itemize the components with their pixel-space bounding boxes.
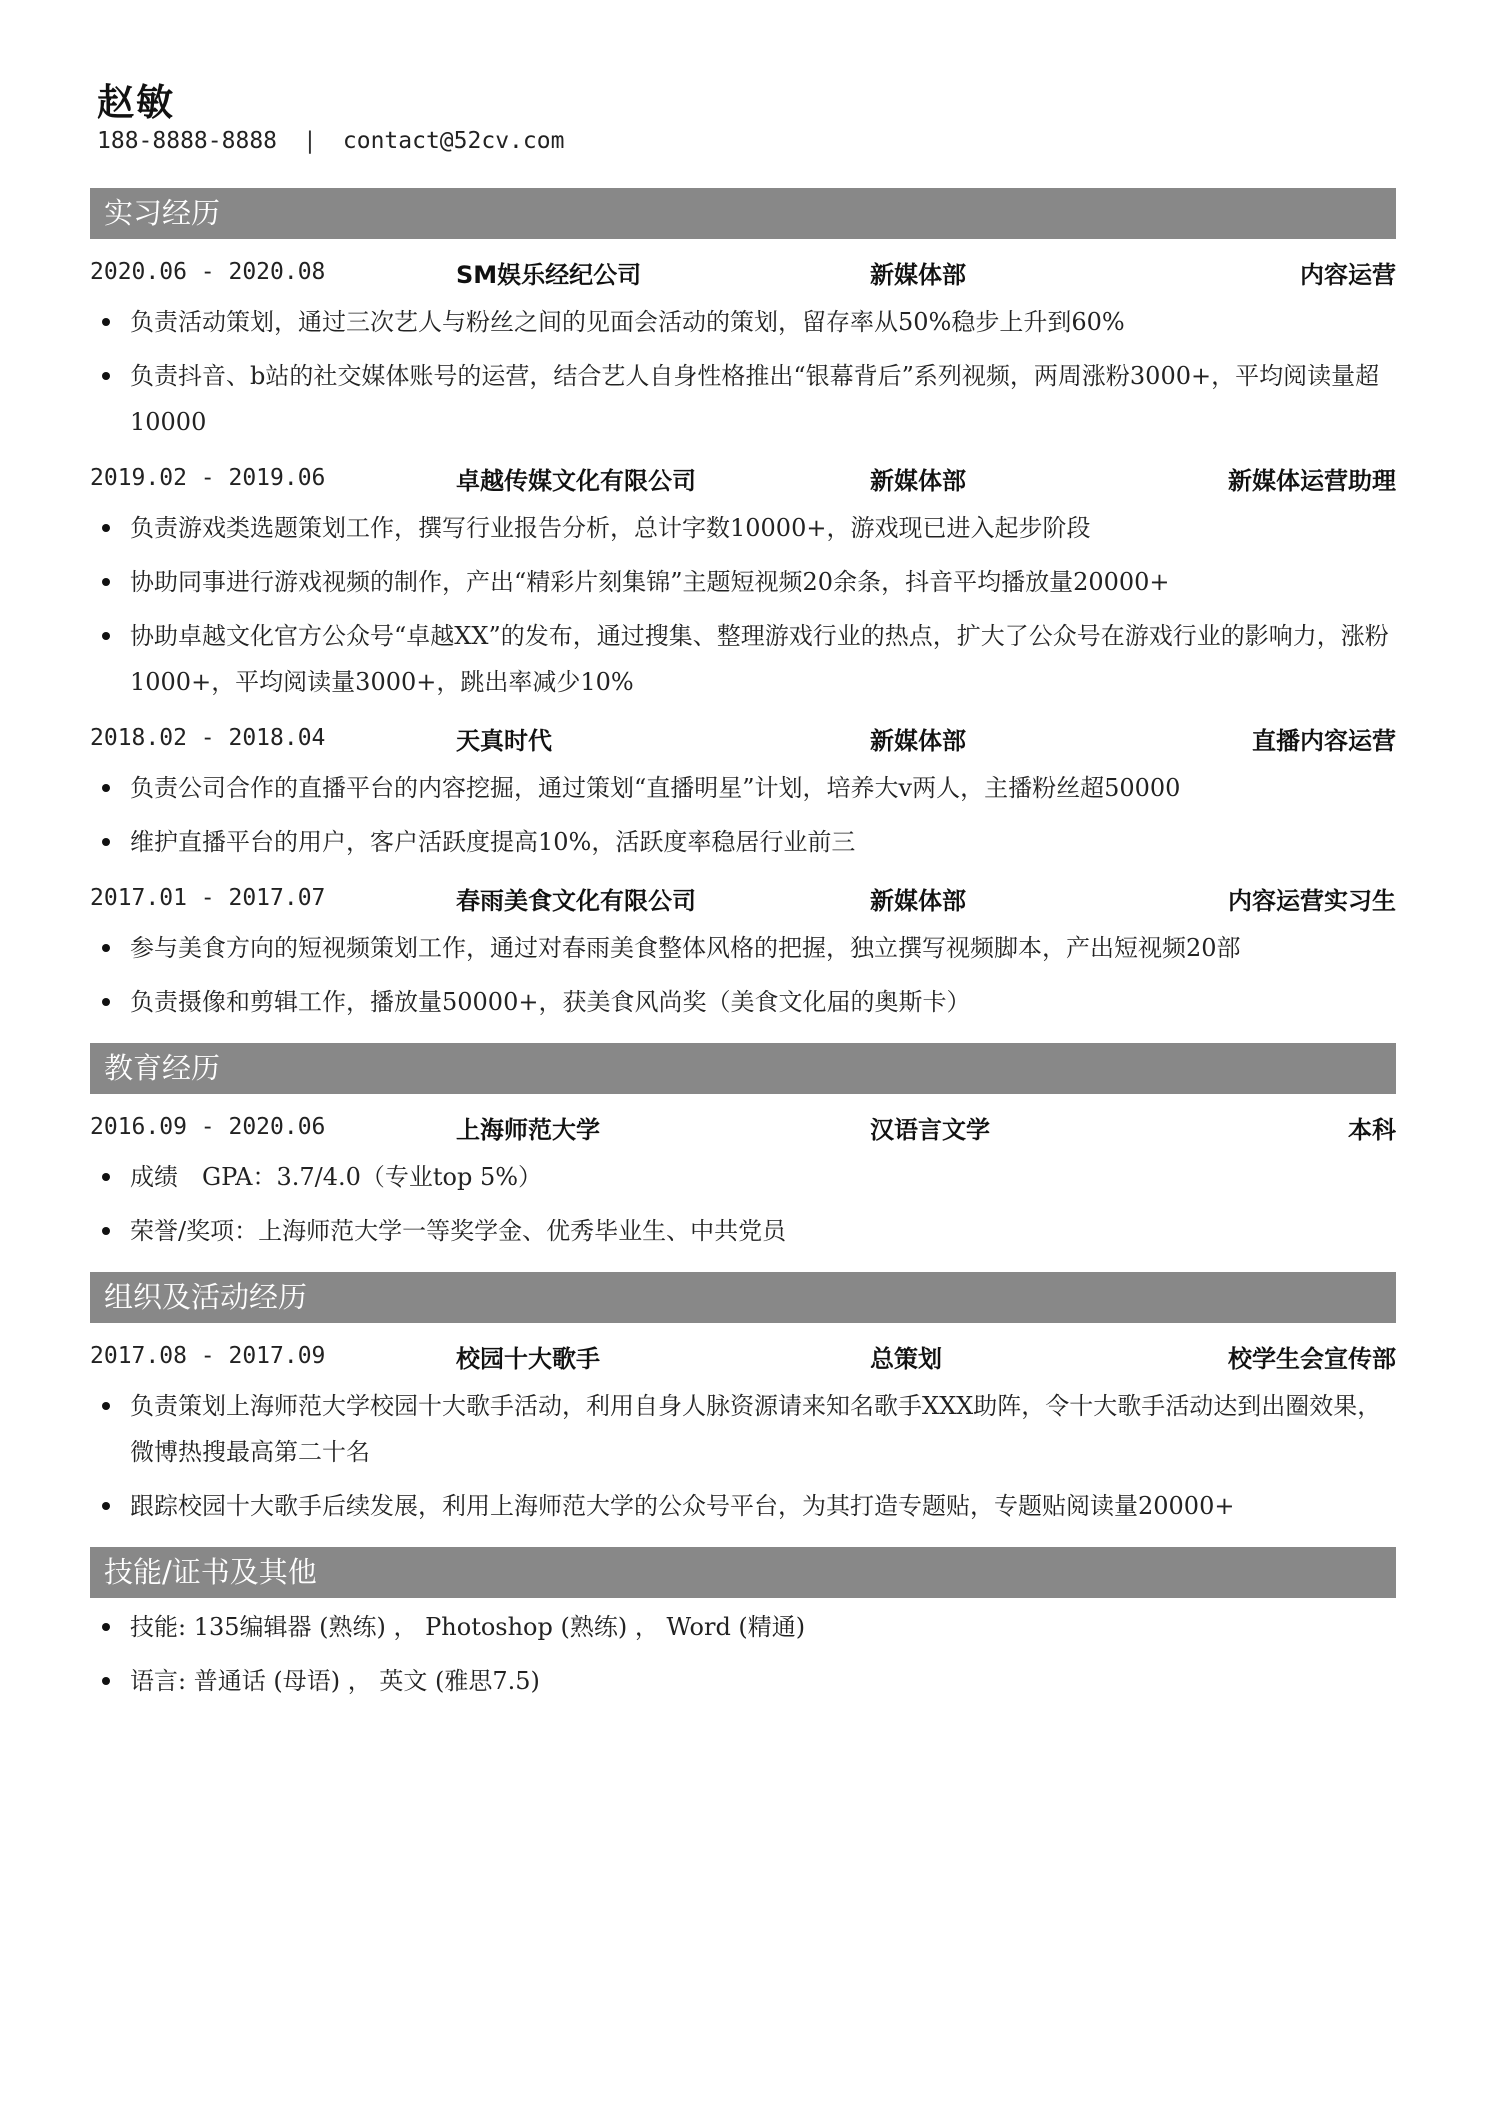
entry-department: 新媒体部 xyxy=(870,466,966,495)
entry-bullets xyxy=(90,925,1396,1025)
entry-role: 内容运营 xyxy=(1300,260,1396,289)
bullet-item: 荣誉/奖项：上海师范大学一等奖学金、优秀毕业生、中共党员 xyxy=(90,1208,1396,1254)
candidate-name: 赵敏 xyxy=(97,81,175,124)
entry-role: 内容运营实习生 xyxy=(1228,886,1396,915)
entry-department: 新媒体部 xyxy=(870,260,966,289)
entry-header xyxy=(90,1106,1396,1148)
entry-activity: 校园十大歌手 xyxy=(456,1344,600,1373)
entry-date: 2017.01 - 2017.07 xyxy=(90,885,326,911)
entry-date: 2020.06 - 2020.08 xyxy=(90,259,326,285)
bullet-item: 技能: 135编辑器 (熟练) ， Photoshop (熟练) ， Word (精通) xyxy=(90,1604,1396,1650)
phone-number: 188-8888-8888 xyxy=(97,128,278,154)
entry-position: 总策划 xyxy=(870,1344,942,1373)
activity-entry xyxy=(90,1335,1396,1529)
entry-header xyxy=(90,457,1396,499)
entry-school: 上海师范大学 xyxy=(456,1115,600,1144)
entry-header xyxy=(90,717,1396,759)
bullet-item: 协助同事进行游戏视频的制作，产出“精彩片刻集锦”主题短视频20余条，抖音平均播放量20000+ xyxy=(90,559,1396,605)
entry-header xyxy=(90,1335,1396,1377)
entry-role: 直播内容运营 xyxy=(1252,726,1396,755)
contact-line xyxy=(97,128,564,154)
bullet-item: 跟踪校园十大歌手后续发展，利用上海师范大学的公众号平台，为其打造专题贴，专题贴阅读量20000+ xyxy=(90,1483,1396,1529)
bullet-item: 负责活动策划，通过三次艺人与粉丝之间的见面会活动的策划，留存率从50%稳步上升到60% xyxy=(90,299,1396,345)
contact-separator: | xyxy=(303,128,317,154)
section-title-activities: 组织及活动经历 xyxy=(90,1272,1396,1323)
section-title-education: 教育经历 xyxy=(90,1043,1396,1094)
internship-entry xyxy=(90,251,1396,445)
internship-section xyxy=(90,188,1396,1025)
entry-organization: 卓越传媒文化有限公司 xyxy=(456,466,696,495)
internship-entry xyxy=(90,717,1396,865)
entry-department: 新媒体部 xyxy=(870,726,966,755)
entry-department: 新媒体部 xyxy=(870,886,966,915)
section-title-internship: 实习经历 xyxy=(90,188,1396,239)
entry-major: 汉语言文学 xyxy=(870,1115,990,1144)
education-section xyxy=(90,1043,1396,1254)
bullet-item: 参与美食方向的短视频策划工作，通过对春雨美食整体风格的把握，独立撰写视频脚本，产出短视频20部 xyxy=(90,925,1396,971)
bullet-item: 成绩 GPA：3.7/4.0（专业top 5%） xyxy=(90,1154,1396,1200)
email-address: contact@52cv.com xyxy=(342,128,565,154)
skills-bullets xyxy=(90,1604,1396,1704)
entry-header xyxy=(90,877,1396,919)
entry-degree: 本科 xyxy=(1348,1115,1396,1144)
bullet-item: 负责策划上海师范大学校园十大歌手活动，利用自身人脉资源请来知名歌手XXX助阵，令十大歌手活动达到出圈效果，微博热搜最高第二十名 xyxy=(90,1383,1396,1475)
entry-date: 2018.02 - 2018.04 xyxy=(90,725,326,751)
activities-section xyxy=(90,1272,1396,1529)
entry-header xyxy=(90,251,1396,293)
entry-bullets xyxy=(90,299,1396,445)
entry-bullets xyxy=(90,1383,1396,1529)
skills-section xyxy=(90,1547,1396,1704)
internship-entry xyxy=(90,877,1396,1025)
entry-role: 新媒体运营助理 xyxy=(1228,466,1396,495)
entry-organization: 校学生会宣传部 xyxy=(1228,1344,1396,1373)
entry-date: 2017.08 - 2017.09 xyxy=(90,1343,326,1369)
section-title-skills: 技能/证书及其他 xyxy=(90,1547,1396,1598)
entry-bullets xyxy=(90,1154,1396,1254)
entry-date: 2019.02 - 2019.06 xyxy=(90,465,326,491)
bullet-item: 语言: 普通话 (母语) ， 英文 (雅思7.5) xyxy=(90,1658,1396,1704)
entry-bullets xyxy=(90,765,1396,865)
resume-content xyxy=(90,188,1396,1722)
bullet-item: 负责游戏类选题策划工作，撰写行业报告分析，总计字数10000+，游戏现已进入起步阶段 xyxy=(90,505,1396,551)
education-entry xyxy=(90,1106,1396,1254)
entry-bullets xyxy=(90,505,1396,705)
entry-organization: 天真时代 xyxy=(456,726,552,755)
internship-entry xyxy=(90,457,1396,705)
entry-organization: 春雨美食文化有限公司 xyxy=(456,886,696,915)
entry-date: 2016.09 - 2020.06 xyxy=(90,1114,326,1140)
bullet-item: 协助卓越文化官方公众号“卓越XX”的发布，通过搜集、整理游戏行业的热点，扩大了公众号在游戏行业的影响力，涨粉1000+，平均阅读量3000+，跳出率减少10% xyxy=(90,613,1396,705)
bullet-item: 负责抖音、b站的社交媒体账号的运营，结合艺人自身性格推出“银幕背后”系列视频，两周涨粉3000+，平均阅读量超10000 xyxy=(90,353,1396,445)
bullet-item: 负责摄像和剪辑工作，播放量50000+，获美食风尚奖（美食文化届的奥斯卡） xyxy=(90,979,1396,1025)
entry-organization: SM娱乐经纪公司 xyxy=(456,260,642,289)
bullet-item: 维护直播平台的用户，客户活跃度提高10%，活跃度率稳居行业前三 xyxy=(90,819,1396,865)
bullet-item: 负责公司合作的直播平台的内容挖掘，通过策划“直播明星”计划，培养大v两人，主播粉丝超50000 xyxy=(90,765,1396,811)
